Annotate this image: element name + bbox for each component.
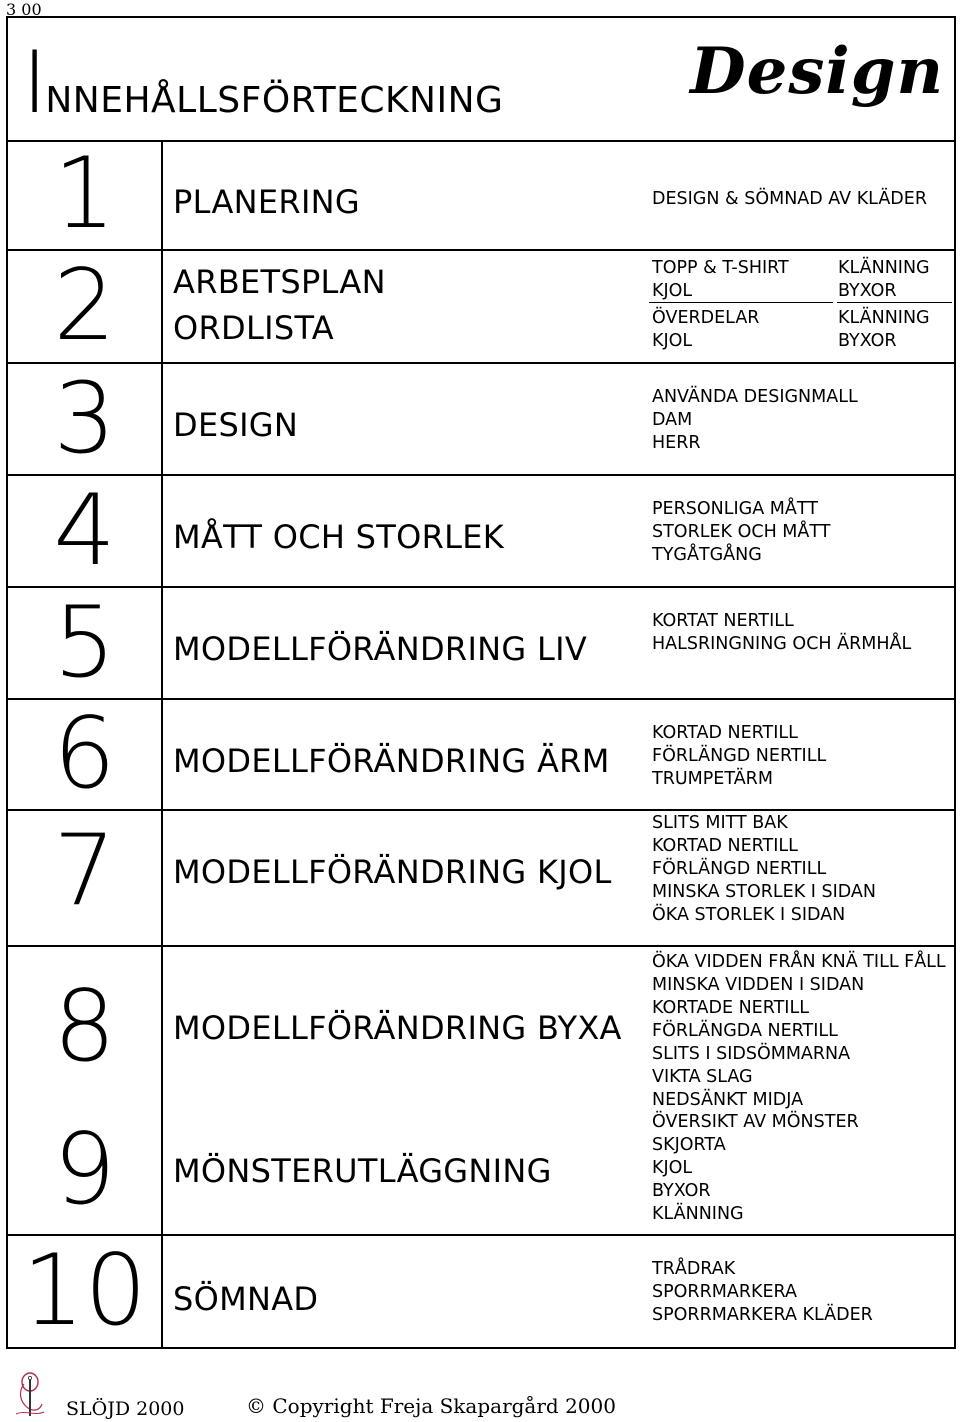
chapter-title: MODELLFÖRÄNDRING ÄRM [173, 742, 610, 780]
item: NEDSÄNKT MIDJA [652, 1090, 804, 1110]
chapter-number: 3 [53, 362, 116, 476]
toc-row-4 [8, 476, 954, 588]
chapter-items [652, 812, 876, 927]
item: KORTAD NERTILL [652, 836, 798, 856]
pair-row [652, 330, 952, 353]
pair-separator [649, 302, 833, 303]
chapter-items [652, 498, 830, 567]
item: FÖRLÄNGD NERTILL [652, 859, 827, 879]
item: TRÅDRAK [652, 1259, 736, 1279]
item: KLÄNNING [652, 1204, 744, 1224]
item: PERSONLIGA MÅTT [652, 499, 818, 519]
chapter-title: MODELLFÖRÄNDRING LIV [173, 630, 588, 668]
slojd-label: SLÖJD 2000 [66, 1398, 185, 1420]
chapter-number: 4 [53, 474, 116, 588]
item: ÖKA VIDDEN FRÅN KNÄ TILL FÅLL [652, 952, 946, 972]
chapter-number: 9 [53, 1113, 116, 1227]
toc-row-10 [8, 1236, 954, 1347]
item: SPORRMARKERA [652, 1282, 797, 1302]
item: DAM [652, 410, 693, 430]
item: KORTAD NERTILL [652, 723, 798, 743]
item: KJOL [652, 331, 693, 351]
chapter-title: PLANERING [173, 183, 361, 221]
chapter-title-1: ARBETSPLAN [173, 263, 386, 301]
chapter-items [652, 257, 952, 353]
toc-row-9 [8, 1107, 954, 1236]
item: HALSRINGNING OCH ÄRMHÅL [652, 634, 912, 654]
item: BYXOR [652, 1181, 711, 1201]
toc-row-3 [8, 364, 954, 476]
copyright-text: © Copyright Freja Skapargård 2000 [246, 1394, 616, 1418]
chapter-items [652, 188, 927, 211]
item: TYGÅTGÅNG [652, 545, 762, 565]
item: ÖVERDELAR [652, 308, 760, 328]
item: MINSKA VIDDEN I SIDAN [652, 975, 865, 995]
item: HERR [652, 433, 701, 453]
pair-row [652, 307, 952, 330]
item: TRUMPETÄRM [652, 769, 773, 789]
chapter-title: SÖMNAD [173, 1280, 319, 1318]
chapter-number: 8 [53, 970, 116, 1084]
chapter-number: 5 [53, 586, 116, 700]
chapter-number: 7 [53, 814, 116, 928]
chapter-title-2: ORDLISTA [173, 309, 334, 347]
chapter-items [652, 722, 826, 791]
item: VIKTA SLAG [652, 1067, 753, 1087]
item: STORLEK OCH MÅTT [652, 522, 831, 542]
needle-thread-icon [10, 1370, 50, 1418]
toc-row-2 [8, 251, 954, 364]
item: FÖRLÄNGD NERTILL [652, 746, 827, 766]
chapter-title: MÅTT OCH STORLEK [173, 518, 505, 556]
chapter-title: MODELLFÖRÄNDRING KJOL [173, 853, 612, 891]
toc-frame [6, 16, 956, 1349]
header [8, 18, 954, 142]
page-title [22, 33, 504, 133]
item: KJOL [652, 281, 693, 301]
item: BYXOR [838, 331, 897, 351]
chapter-items [652, 386, 858, 455]
item: MINSKA STORLEK I SIDAN [652, 882, 876, 902]
chapter-number: 6 [53, 697, 116, 811]
title-initial: I [22, 33, 46, 133]
item: SKJORTA [652, 1135, 726, 1155]
item: ÖVERSIKT AV MÖNSTER [652, 1112, 859, 1132]
item: SLITS MITT BAK [652, 813, 788, 833]
toc-row-8 [8, 947, 954, 1110]
pair-separator [837, 302, 952, 303]
item: KJOL [652, 1158, 693, 1178]
item: SLITS I SIDSÖMMARNA [652, 1044, 851, 1064]
item: KLÄNNING [838, 258, 930, 278]
chapter-number: 2 [53, 249, 116, 363]
item: BYXOR [838, 281, 897, 301]
item: ÖKA STORLEK I SIDAN [652, 905, 846, 925]
item: TOPP & T-SHIRT [652, 258, 789, 278]
item: DESIGN & SÖMNAD AV KLÄDER [652, 189, 927, 209]
chapter-title: DESIGN [173, 406, 299, 444]
pair-row [652, 280, 952, 303]
page-number: 3 00 [6, 0, 42, 19]
item: ANVÄNDA DESIGNMALL [652, 387, 858, 407]
title-rest: NNEHÅLLSFÖRTECKNING [45, 80, 504, 121]
item: SPORRMARKERA KLÄDER [652, 1305, 873, 1325]
toc-row-1 [8, 137, 954, 251]
item: FÖRLÄNGDA NERTILL [652, 1021, 838, 1041]
chapter-items [652, 610, 911, 656]
chapter-items [652, 1258, 873, 1327]
item: KORTADE NERTILL [652, 998, 809, 1018]
design-logo: Design [690, 34, 944, 109]
chapter-title: MÖNSTERUTLÄGGNING [173, 1152, 552, 1190]
chapter-number: 1 [53, 137, 116, 251]
pair-row [652, 257, 952, 280]
chapter-number: 10 [22, 1234, 147, 1348]
toc-row-5 [8, 588, 954, 700]
chapter-items [652, 951, 946, 1112]
toc-row-7 [8, 811, 954, 947]
toc-row-6 [8, 697, 954, 811]
footer [0, 1370, 960, 1422]
chapter-items [652, 1111, 859, 1226]
item: KLÄNNING [838, 308, 930, 328]
chapter-title: MODELLFÖRÄNDRING BYXA [173, 1009, 622, 1047]
item: KORTAT NERTILL [652, 611, 794, 631]
